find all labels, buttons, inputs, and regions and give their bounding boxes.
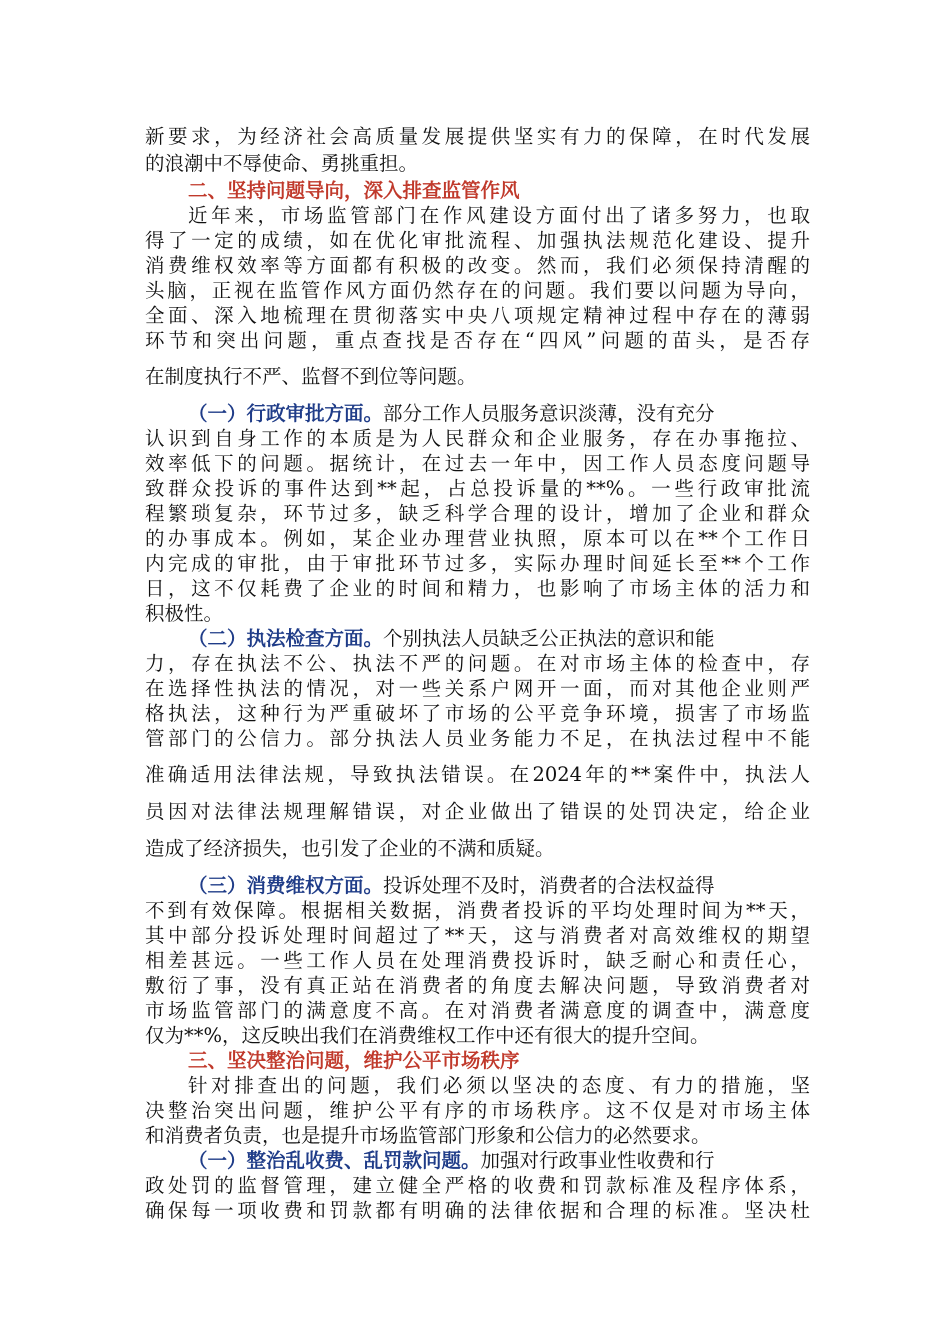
paragraph-line: 准确适用法律法规，导致执法错误。在2024年的**案件中，执法人 [145,763,810,786]
subsection-heading-consumer-rights: （三）消费维权方面。 [188,874,384,897]
subsection-3-line [188,873,810,899]
paragraph-line: 政处罚的监督管理，建立健全严格的收费和罚款标准及程序体系， [145,1174,810,1197]
paragraph-line: 在选择性执法的情况，对一些关系户网开一面，而对其他企业则严 [145,677,810,700]
section-heading-3: 三、坚决整治问题，维护公平市场秩序 [188,1049,520,1072]
paragraph-line: 积极性。 [145,602,224,625]
paragraph-text: 个别执法人员缺乏公正执法的意识和能 [383,627,715,650]
subsection-2-line [188,626,810,652]
paragraph-line: 市场监管部门的满意度不高。在对消费者满意度的调查中，满意度 [145,999,810,1022]
paragraph-line: 全面、深入地梳理在贯彻落实中央八项规定精神过程中存在的薄弱 [145,304,810,327]
paragraph-text: 加强对行政事业性收费和行 [480,1149,715,1172]
paragraph-line: 仅为**%，这反映出我们在消费维权工作中还有很大的提升空间。 [145,1024,710,1047]
section-heading-2: 二、坚持问题导向，深入排查监管作风 [188,179,520,202]
paragraph-line: 内完成的审批，由于审批环节过多，实际办理时间延长至**个工作 [145,552,810,575]
subsection-heading-fees-fines: （一）整治乱收费、乱罚款问题。 [188,1149,481,1172]
subsection-1-line [188,401,810,427]
subsection-heading-administrative-approval: （一）行政审批方面。 [188,402,384,425]
paragraph-line: 得了一定的成绩，如在优化审批流程、加强执法规范化建设、提升 [145,229,810,252]
paragraph-line: 头脑，正视在监管作风方面仍然存在的问题。我们要以问题为导向， [145,279,810,302]
paragraph-line: 环节和突出问题，重点查找是否存在“四风”问题的苗头，是否存 [145,329,810,352]
paragraph-line: 造成了经济损失，也引发了企业的不满和质疑。 [145,837,555,860]
paragraph-line: 日，这不仅耗费了企业的时间和精力，也影响了市场主体的活力和 [145,577,810,600]
paragraph-line: 不到有效保障。根据相关数据，消费者投诉的平均处理时间为**天， [145,899,810,922]
paragraph-line: 和消费者负责，也是提升市场监管部门形象和公信力的必然要求。 [145,1124,711,1147]
paragraph-line: 的浪潮中不辱使命、勇挑重担。 [145,152,419,175]
subsection-4-line [188,1148,810,1174]
paragraph-line: 格执法，这种行为严重破坏了市场的公平竞争环境，损害了市场监 [145,702,810,725]
paragraph-line: 在制度执行不严、监督不到位等问题。 [145,365,477,388]
paragraph-line: 新要求，为经济社会高质量发展提供坚实有力的保障，在时代发展 [145,125,810,148]
subsection-heading-law-enforcement: （二）执法检查方面。 [188,627,384,650]
paragraph-line: 员因对法律法规理解错误，对企业做出了错误的处罚决定，给企业 [145,800,810,823]
paragraph-line: 消费维权效率等方面都有积极的改变。然而，我们必须保持清醒的 [145,254,810,277]
paragraph-line: 力，存在执法不公、执法不严的问题。在对市场主体的检查中，存 [145,652,810,675]
paragraph-line: 的办事成本。例如，某企业办理营业执照，原本可以在**个工作日 [145,527,810,550]
paragraph-text: 投诉处理不及时，消费者的合法权益得 [383,874,715,897]
paragraph-line: 认识到自身工作的本质是为人民群众和企业服务，存在办事拖拉、 [145,427,810,450]
paragraph-line: 近年来，市场监管部门在作风建设方面付出了诸多努力，也取 [188,204,810,227]
paragraph-line: 致群众投诉的事件达到**起，占总投诉量的**%。一些行政审批流 [145,477,810,500]
paragraph-line: 管部门的公信力。部分执法人员业务能力不足，在执法过程中不能 [145,727,810,750]
paragraph-line: 决整治突出问题，维护公平有序的市场秩序。这不仅是对市场主体 [145,1099,810,1122]
paragraph-line: 相差甚远。一些工作人员在处理消费投诉时，缺乏耐心和责任心， [145,949,810,972]
paragraph-line: 效率低下的问题。据统计，在过去一年中，因工作人员态度问题导 [145,452,810,475]
paragraph-line: 确保每一项收费和罚款都有明确的法律依据和合理的标准。坚决杜 [145,1199,810,1222]
paragraph-line: 其中部分投诉处理时间超过了**天，这与消费者对高效维权的期望 [145,924,810,947]
paragraph-line: 敷衍了事，没有真正站在消费者的角度去解决问题，导致消费者对 [145,974,810,997]
paragraph-text: 部分工作人员服务意识淡薄，没有充分 [383,402,715,425]
paragraph-line: 程繁琐复杂，环节过多，缺乏科学合理的设计，增加了企业和群众 [145,502,810,525]
paragraph-line: 针对排查出的问题，我们必须以坚决的态度、有力的措施，坚 [188,1074,810,1097]
